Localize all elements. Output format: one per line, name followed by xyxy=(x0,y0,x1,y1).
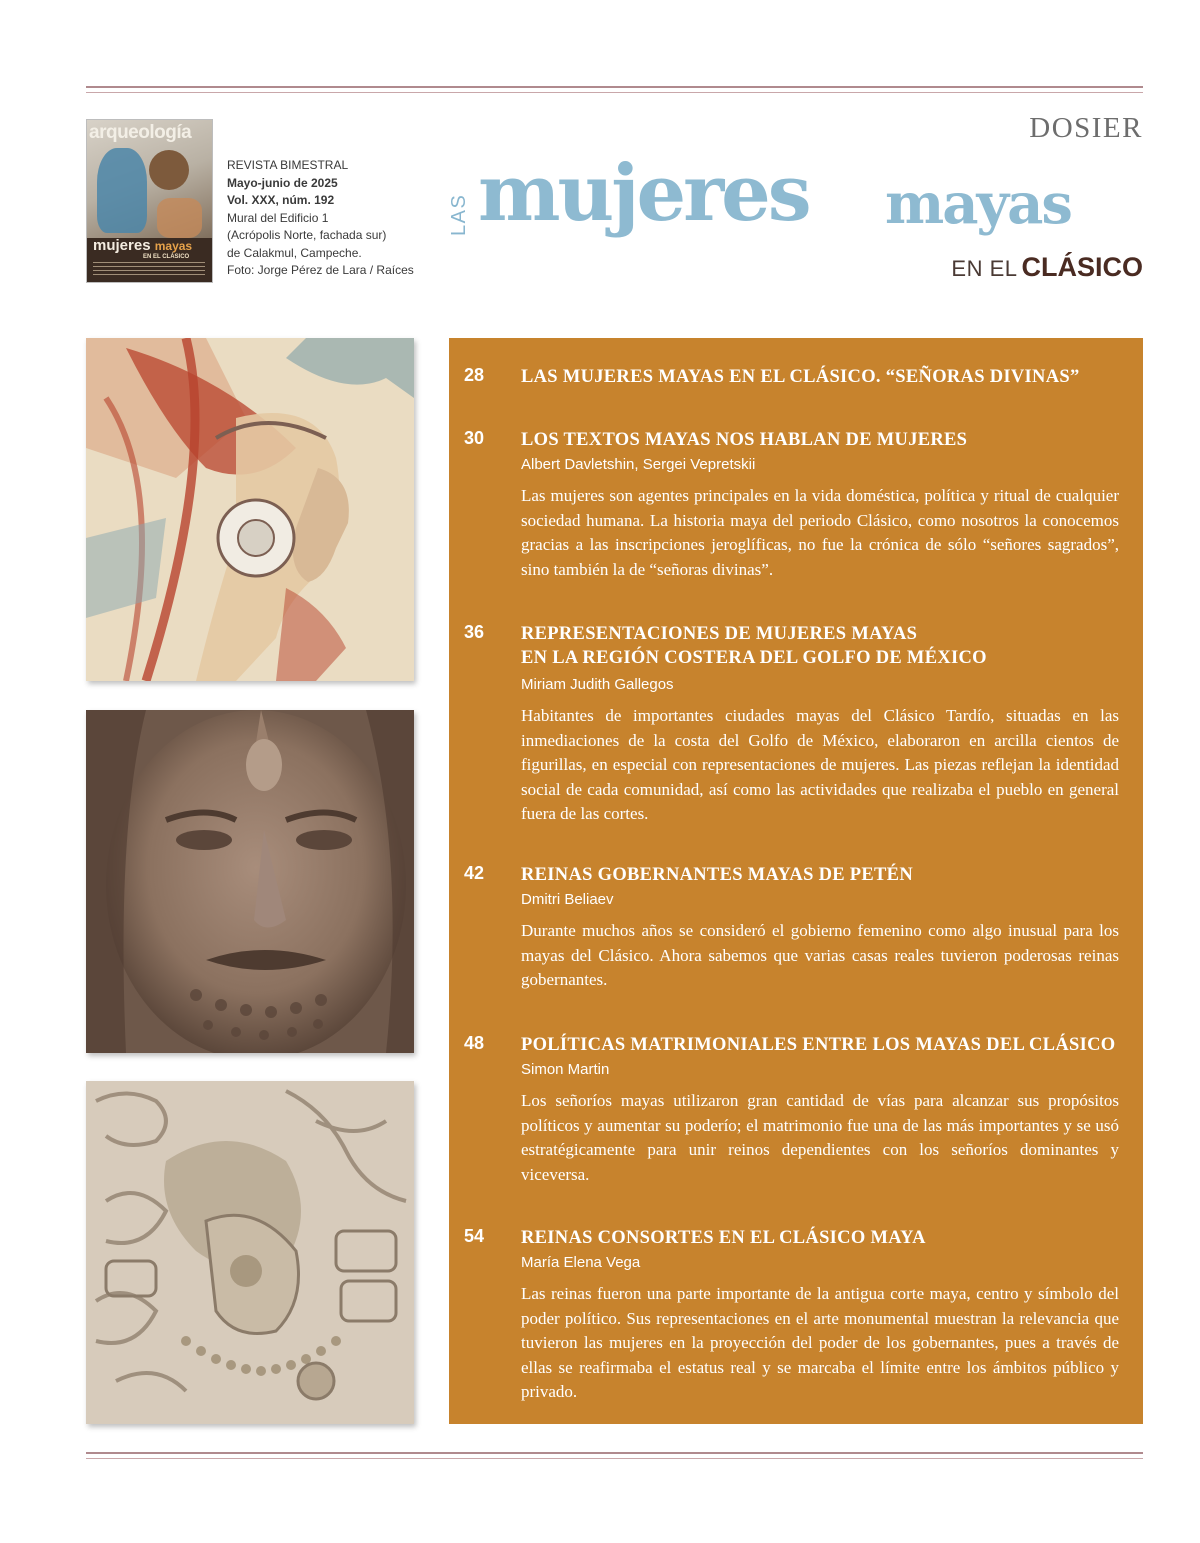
page-title-main: mujeres xyxy=(478,148,809,239)
entry-title xyxy=(521,1226,1131,1250)
entry-title xyxy=(521,622,1131,670)
cover-subtitle: EN EL CLÁSICO xyxy=(143,254,190,260)
entry-page-number: 54 xyxy=(464,1226,485,1246)
page-subtitle xyxy=(951,252,1143,283)
bottom-divider xyxy=(86,1452,1143,1459)
entry-title-line: LAS MUJERES MAYAS EN EL CLÁSICO. “SEÑORAS DIVINAS” xyxy=(521,367,1080,387)
mural-painting-image xyxy=(86,338,414,681)
clay-figurine-image xyxy=(86,710,414,1053)
entry-title-line: POLÍTICAS MATRIMONIALES ENTRE LOS MAYAS DEL CLÁSICO xyxy=(521,1035,1116,1055)
section-label: DOSIER xyxy=(1029,112,1143,144)
entry-author: Dmitri Beliaev xyxy=(521,891,614,908)
magazine-frequency: REVISTA BIMESTRAL xyxy=(227,158,349,172)
cover-title-word-2: mayas xyxy=(154,239,193,253)
issue-date: Mayo-junio de 2025 xyxy=(227,175,338,190)
stone-relief-image xyxy=(86,1081,414,1424)
entry-description: Las mujeres son agentes principales en la vida doméstica, política y ritual de cualquier sociedad humana. La historia maya del periodo Clásico, como nosotros la conocemos gracias a las inscripciones jeroglíficas, no fue la crónica de sólo “señores sagrados”, sino también la de “señoras divinas”. xyxy=(521,486,1119,579)
entry-title-line: REINAS CONSORTES EN EL CLÁSICO MAYA xyxy=(521,1228,926,1248)
entry-title-line: EN LA REGIÓN COSTERA DEL GOLFO DE MÉXICO xyxy=(521,648,987,668)
entry-author: Albert Davletshin, Sergei Vepretskii xyxy=(521,456,756,473)
entry-description: Las reinas fueron una parte importante de la antigua corte maya, centro y símbolo del poder político. Sus representaciones en el arte monumental muestran la relevancia que tuvieron las mujeres en la proyección del poder de los gobernantes, pues a través de ellas se reafirmaba el estatus real y se marcaba el límite entre los ámbitos público y privado. xyxy=(521,1284,1119,1401)
cover-title-word: mujeres xyxy=(93,237,151,254)
cover-figure-shape xyxy=(149,150,189,190)
entry-author: Miriam Judith Gallegos xyxy=(521,676,674,693)
entry-author: Simon Martin xyxy=(521,1061,610,1078)
entry-page-number: 30 xyxy=(464,428,485,448)
top-divider xyxy=(86,86,1143,93)
entry-page-number: 28 xyxy=(464,365,485,385)
magazine-info xyxy=(227,157,427,280)
cover-caption-line: Foto: Jorge Pérez de Lara / Raíces xyxy=(227,263,414,277)
entry-page-number: 36 xyxy=(464,622,485,642)
cover-caption-line: Mural del Edificio 1 xyxy=(227,210,329,225)
entry-title-line: LOS TEXTOS MAYAS NOS HABLAN DE MUJERES xyxy=(521,430,968,450)
cover-caption-line: (Acrópolis Norte, fachada sur) xyxy=(227,228,387,242)
cover-figure-shape xyxy=(97,148,147,233)
cover-masthead: arqueología xyxy=(89,122,192,143)
entry-description: Durante muchos años se consideró el gobierno femenino como algo inusual para los mayas del Clásico. Ahora sabemos que varias casas reales tuvieron poderosas reinas gobernantes. xyxy=(521,921,1119,989)
cover-figure-shape xyxy=(157,198,202,238)
entry-page-number: 42 xyxy=(464,863,485,883)
entry-title xyxy=(521,1033,1131,1057)
page-title-second: mayas xyxy=(885,171,1071,237)
cover-caption-line: de Calakmul, Campeche. xyxy=(227,245,362,260)
entry-title-line: REINAS GOBERNANTES MAYAS DE PETÉN xyxy=(521,865,913,885)
subtitle-strong: CLÁSICO xyxy=(1021,252,1143,282)
issue-volume: Vol. XXX, núm. 192 xyxy=(227,193,335,207)
contents-panel xyxy=(449,338,1143,1424)
magazine-cover-thumbnail[interactable] xyxy=(86,119,213,283)
entry-page-number: 48 xyxy=(464,1033,485,1053)
subtitle-prefix: EN EL xyxy=(951,256,1018,281)
entry-title xyxy=(521,863,1131,887)
cover-text-lines xyxy=(93,262,205,276)
cover-title xyxy=(93,237,192,254)
mural-painting-art xyxy=(86,338,414,681)
clay-figurine-art xyxy=(86,710,414,1053)
entry-title xyxy=(521,365,1131,389)
entry-title-line: REPRESENTACIONES DE MUJERES MAYAS xyxy=(521,624,918,644)
stone-relief-art xyxy=(86,1081,414,1424)
entry-description: Habitantes de importantes ciudades mayas del Clásico Tardío, situadas en las inmediaciones de la costa del Golfo de México, elaboraron en arcilla cientos de figurillas, en especial con representaciones de mujeres. Las piezas reflejan la identidad social de cada comunidad, así como las actividades que realizaba el pueblo en general fuera de las cortes. xyxy=(521,706,1119,823)
title-prefix: LAS xyxy=(448,193,470,236)
entry-title xyxy=(521,428,1131,452)
entry-description: Los señoríos mayas utilizaron gran cantidad de vías para alcanzar sus propósitos políticos y aumentar su poderío; el matrimonio fue una de las más importantes y se usó estratégicamente para unir reinos dependientes con los señoríos dominantes y viceversa. xyxy=(521,1091,1119,1184)
entry-author: María Elena Vega xyxy=(521,1254,641,1271)
